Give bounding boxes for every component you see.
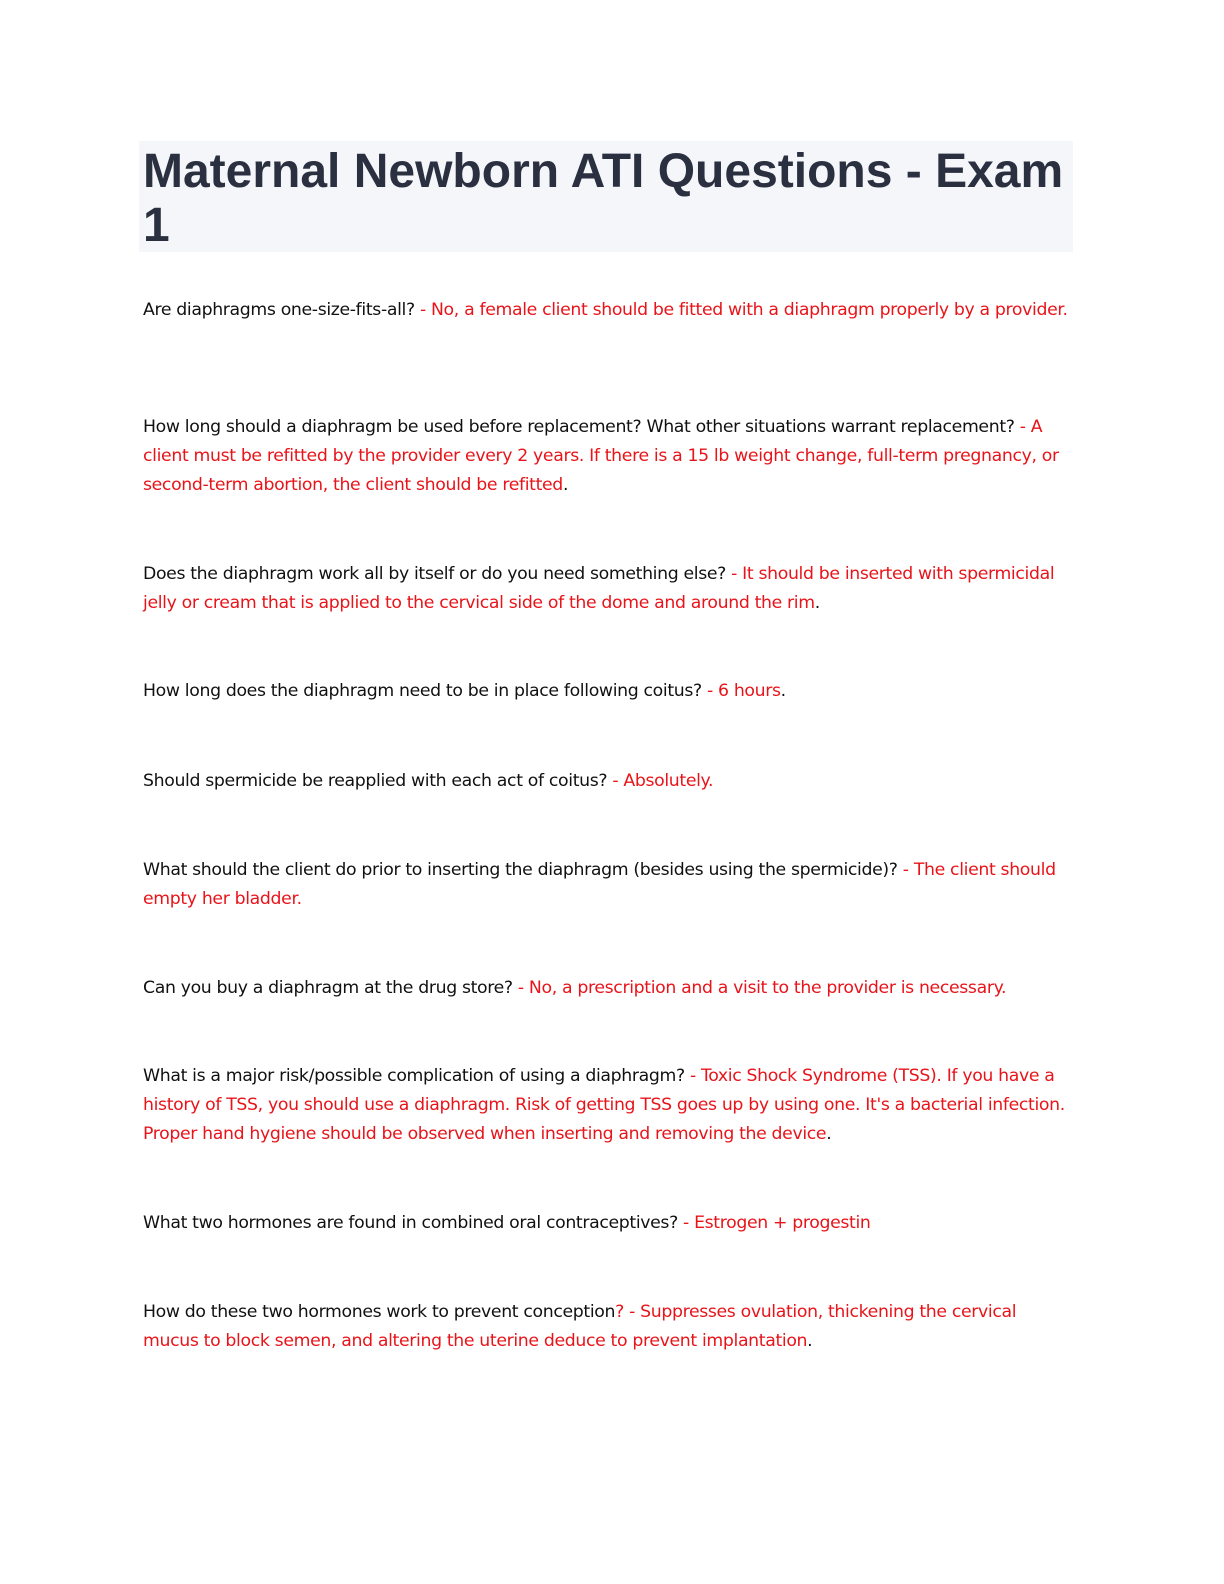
qa-item-5 — [143, 767, 1073, 796]
question-6: What should the client do prior to inserting the diaphragm (besides using the spermicide)? — [143, 860, 898, 880]
question-3: Does the diaphragm work all by itself or do you need something else? — [143, 564, 726, 584]
answer-5: - Absolutely. — [607, 771, 714, 791]
qa-item-8: What is a major risk/possible complication of using a diaphragm? - Toxic Shock Syndrome (TSS). If you have a history of TSS, you should use a diaphragm. Risk of getting TSS goes up by using one. It's a bacterial infection. Proper hand hygiene should be observed when inserting and removing the device. — [143, 1066, 1065, 1144]
answer-2: - A client must be refitted by the provider every 2 years. If there is a 15 lb weight change, full-term pregnancy, or second-term abortion, the client should be refitted — [143, 417, 1059, 495]
qa-item-1 — [143, 296, 1073, 325]
answer-7: - No, a prescription and a visit to the provider is necessary. — [512, 978, 1007, 998]
answer-8: - Toxic Shock Syndrome (TSS). If you have a history of TSS, you should use a diaphragm. Risk of getting TSS goes up by using one. It's a bacterial infection. Proper hand hygiene should be observed when inserting and removing the device — [143, 1066, 1065, 1144]
answer-4: - 6 hours — [701, 681, 781, 701]
qa-item-3: Does the diaphragm work all by itself or do you need something else? - It should be inserted with spermicidal jelly or cream that is applied to the cervical side of the dome and around the rim. — [143, 564, 1055, 613]
question-1: Are diaphragms one-size-fits-all? — [143, 300, 415, 320]
question-9: What two hormones are found in combined oral contraceptives? — [143, 1213, 678, 1233]
answer-6: - The client should empty her bladder. — [143, 860, 1056, 909]
question-10: How do these two hormones work to prevent conception — [143, 1302, 616, 1322]
document-title: Maternal Newborn ATI Questions - Exam 1 — [143, 145, 1064, 252]
answer-1: - No, a female client should be fitted with a diaphragm properly by a provider. — [414, 300, 1068, 320]
answer-3: - It should be inserted with spermicidal jelly or cream that is applied to the cervical side of the dome and around the rim — [143, 564, 1055, 613]
question-5: Should spermicide be reapplied with each act of coitus? — [143, 771, 608, 791]
qa-item-4: How long does the diaphragm need to be in place following coitus? - 6 hours. — [143, 681, 786, 701]
qa-item-7 — [143, 974, 1073, 1003]
question-7: Can you buy a diaphragm at the drug store? — [143, 978, 513, 998]
qa-item-10: How do these two hormones work to prevent conception? - Suppresses ovulation, thickening the cervical mucus to block semen, and altering the uterine deduce to prevent implantation. — [143, 1302, 1017, 1351]
question-2: How long should a diaphragm be used before replacement? What other situations warrant replacement? — [143, 417, 1015, 437]
qa-item-6 — [143, 856, 1073, 914]
question-4: How long does the diaphragm need to be in place following coitus? — [143, 681, 702, 701]
qa-item-9 — [143, 1209, 1073, 1238]
qa-item-2: How long should a diaphragm be used before replacement? What other situations warrant replacement? - A client must be refitted by the provider every 2 years. If there is a 15 lb weight change, full-term pregnancy, or second-term abortion, the client should be refitted. — [143, 417, 1059, 495]
answer-10: ? - Suppresses ovulation, thickening the cervical mucus to block semen, and altering the uterine deduce to prevent implantation — [143, 1302, 1017, 1351]
answer-9: - Estrogen + progestin — [677, 1213, 871, 1233]
title-banner — [139, 141, 1073, 252]
question-8: What is a major risk/possible complication of using a diaphragm? — [143, 1066, 685, 1086]
